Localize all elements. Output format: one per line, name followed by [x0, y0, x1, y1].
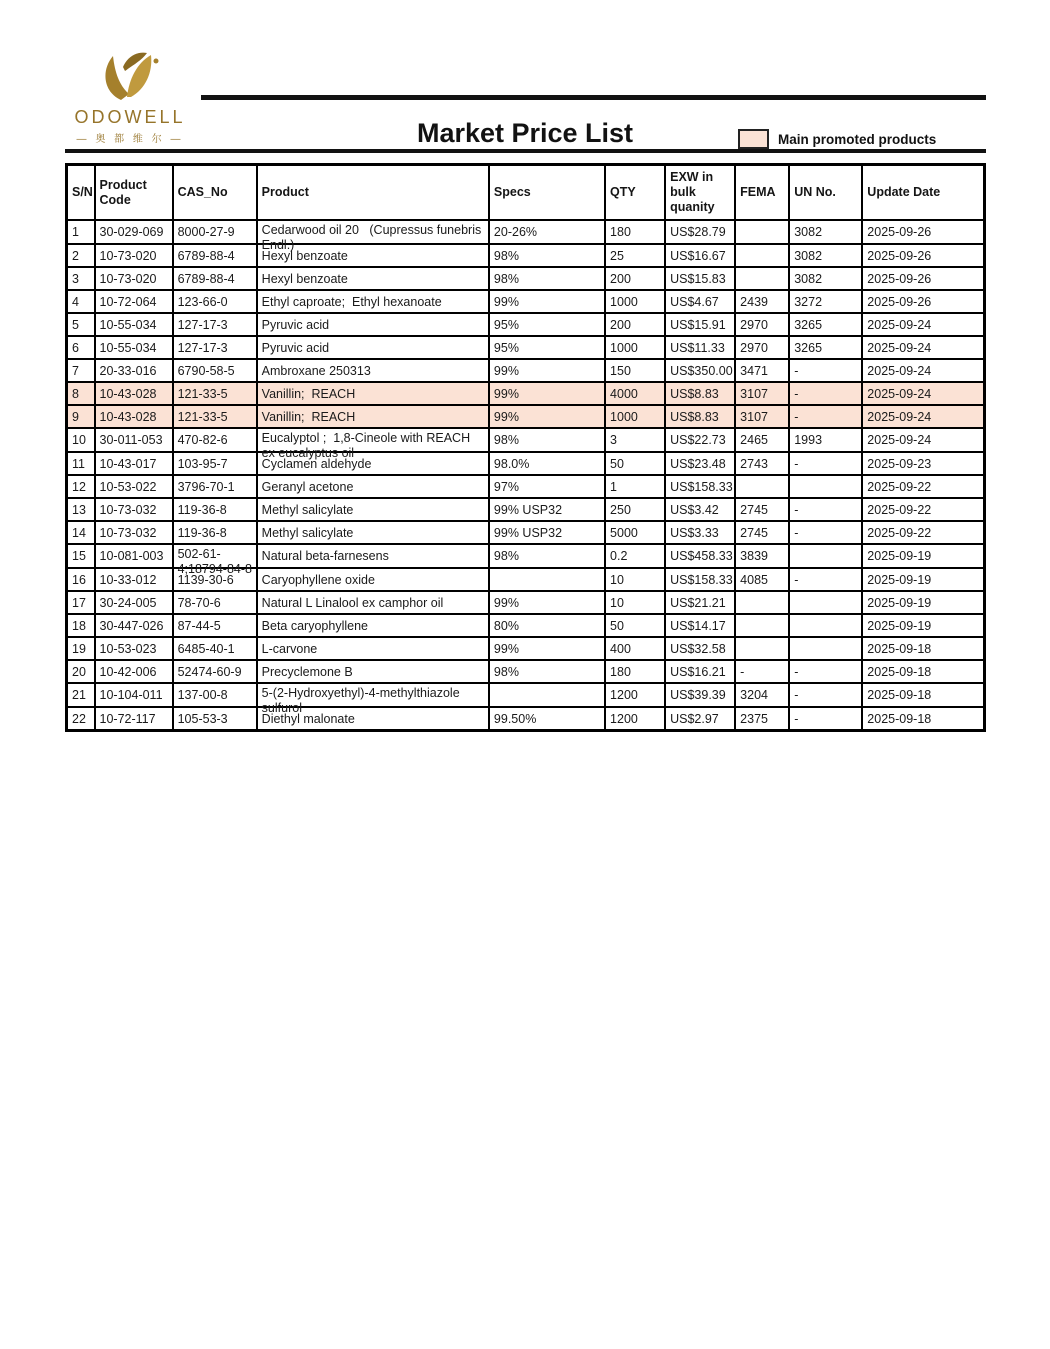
cell-cas-no: 137-00-8 [173, 683, 257, 707]
cell-un-no [789, 544, 862, 568]
price-table [65, 163, 986, 732]
col-product: Product [257, 165, 489, 221]
cell-cas-no: 502-61- 4;18794-84-8 [173, 544, 257, 568]
cell-sn: 19 [67, 637, 95, 660]
cell-cas-no: 3796-70-1 [173, 475, 257, 498]
cell-qty: 3 [605, 428, 665, 452]
cell-product-code: 10-72-117 [95, 707, 173, 731]
cell-qty: 50 [605, 452, 665, 475]
cell-update-date: 2025-09-26 [862, 220, 984, 244]
cell-fema [735, 614, 789, 637]
cell-product: Natural beta-farnesens [257, 544, 489, 568]
cell-product: Beta caryophyllene [257, 614, 489, 637]
cell-sn: 3 [67, 267, 95, 290]
cell-fema: 2439 [735, 290, 789, 313]
cell-fema [735, 220, 789, 244]
cell-un-no: - [789, 498, 862, 521]
cell-exw: US$21.21 [665, 591, 735, 614]
cell-product-code: 10-53-023 [95, 637, 173, 660]
cell-update-date: 2025-09-24 [862, 428, 984, 452]
cell-qty: 50 [605, 614, 665, 637]
table-row [67, 660, 985, 683]
cell-product: Diethyl malonate [257, 707, 489, 731]
cell-un-no: 3082 [789, 244, 862, 267]
cell-update-date: 2025-09-18 [862, 637, 984, 660]
table-row [67, 637, 985, 660]
cell-update-date: 2025-09-19 [862, 544, 984, 568]
cell-product: Pyruvic acid [257, 336, 489, 359]
table-row [67, 313, 985, 336]
cell-fema [735, 637, 789, 660]
cell-sn: 14 [67, 521, 95, 544]
cell-sn: 8 [67, 382, 95, 405]
cell-specs: 98.0% [489, 452, 605, 475]
cell-sn: 1 [67, 220, 95, 244]
cell-qty: 1200 [605, 683, 665, 707]
cell-exw: US$8.83 [665, 405, 735, 428]
cell-fema: - [735, 660, 789, 683]
flower-icon [93, 48, 167, 106]
cell-cas-no: 121-33-5 [173, 405, 257, 428]
cell-sn: 15 [67, 544, 95, 568]
cell-fema: 3839 [735, 544, 789, 568]
legend-label: Main promoted products [778, 131, 937, 147]
cell-qty: 1000 [605, 336, 665, 359]
cell-sn: 17 [67, 591, 95, 614]
cell-product: Hexyl benzoate [257, 244, 489, 267]
table-row [67, 544, 985, 568]
cell-cas-no: 127-17-3 [173, 336, 257, 359]
cell-fema [735, 475, 789, 498]
cell-cas-no: 52474-60-9 [173, 660, 257, 683]
cell-specs: 99% [489, 637, 605, 660]
cell-product: Methyl salicylate [257, 498, 489, 521]
cell-exw: US$2.97 [665, 707, 735, 731]
cell-qty: 150 [605, 359, 665, 382]
cell-product-code: 10-53-022 [95, 475, 173, 498]
cell-fema [735, 267, 789, 290]
col-specs: Specs [489, 165, 605, 221]
cell-exw: US$16.21 [665, 660, 735, 683]
table-row [67, 521, 985, 544]
cell-product-code: 30-447-026 [95, 614, 173, 637]
cell-update-date: 2025-09-18 [862, 683, 984, 707]
col-un-no: UN No. [789, 165, 862, 221]
cell-fema: 2970 [735, 336, 789, 359]
cell-product-code: 10-081-003 [95, 544, 173, 568]
table-row [67, 614, 985, 637]
cell-product: Methyl salicylate [257, 521, 489, 544]
cell-un-no: - [789, 660, 862, 683]
cell-specs: 98% [489, 544, 605, 568]
cell-update-date: 2025-09-18 [862, 660, 984, 683]
cell-qty: 400 [605, 637, 665, 660]
cell-qty: 250 [605, 498, 665, 521]
cell-sn: 9 [67, 405, 95, 428]
cell-un-no: - [789, 521, 862, 544]
cell-specs [489, 683, 605, 707]
cell-specs: 97% [489, 475, 605, 498]
table-row [67, 220, 985, 244]
cell-un-no: - [789, 683, 862, 707]
cell-update-date: 2025-09-23 [862, 452, 984, 475]
cell-qty: 180 [605, 660, 665, 683]
table-row [67, 475, 985, 498]
header-rule [201, 95, 986, 100]
cell-sn: 4 [67, 290, 95, 313]
cell-product: Caryophyllene oxide [257, 568, 489, 591]
cell-cas-no: 6789-88-4 [173, 267, 257, 290]
cell-product-code: 10-42-006 [95, 660, 173, 683]
cell-product-code: 10-73-032 [95, 521, 173, 544]
col-product-code: Product Code [95, 165, 173, 221]
legend [738, 129, 936, 149]
cell-product-code: 10-43-017 [95, 452, 173, 475]
logo-name: ODOWELL [74, 107, 186, 127]
col-qty: QTY [605, 165, 665, 221]
cell-qty: 1000 [605, 405, 665, 428]
cell-un-no [789, 591, 862, 614]
cell-specs: 98% [489, 267, 605, 290]
cell-qty: 1 [605, 475, 665, 498]
cell-sn: 11 [67, 452, 95, 475]
cell-product: Hexyl benzoate [257, 267, 489, 290]
cell-product: Cyclamen aldehyde [257, 452, 489, 475]
cell-update-date: 2025-09-19 [862, 591, 984, 614]
cell-product-code: 10-73-020 [95, 244, 173, 267]
cell-specs: 95% [489, 336, 605, 359]
cell-fema [735, 591, 789, 614]
cell-fema: 2375 [735, 707, 789, 731]
cell-product: Ambroxane 250313 [257, 359, 489, 382]
cell-update-date: 2025-09-22 [862, 498, 984, 521]
cell-specs: 99% [489, 382, 605, 405]
col-cas-no: CAS_No [173, 165, 257, 221]
table-row [67, 290, 985, 313]
cell-un-no: 1993 [789, 428, 862, 452]
logo-subtitle: — 奥 都 维 尔 — [76, 134, 184, 145]
cell-specs: 99% [489, 290, 605, 313]
cell-sn: 16 [67, 568, 95, 591]
table-row [67, 591, 985, 614]
cell-qty: 200 [605, 267, 665, 290]
cell-specs: 95% [489, 313, 605, 336]
cell-cas-no: 123-66-0 [173, 290, 257, 313]
cell-update-date: 2025-09-19 [862, 568, 984, 591]
cell-update-date: 2025-09-26 [862, 244, 984, 267]
cell-qty: 0.2 [605, 544, 665, 568]
cell-un-no: - [789, 359, 862, 382]
cell-cas-no: 8000-27-9 [173, 220, 257, 244]
cell-product-code: 30-029-069 [95, 220, 173, 244]
cell-update-date: 2025-09-22 [862, 521, 984, 544]
cell-sn: 18 [67, 614, 95, 637]
cell-update-date: 2025-09-24 [862, 336, 984, 359]
table-row [67, 568, 985, 591]
cell-product: L-carvone [257, 637, 489, 660]
cell-cas-no: 470-82-6 [173, 428, 257, 452]
cell-product-code: 10-43-028 [95, 405, 173, 428]
cell-product: Pyruvic acid [257, 313, 489, 336]
cell-cas-no: 6485-40-1 [173, 637, 257, 660]
cell-sn: 5 [67, 313, 95, 336]
cell-exw: US$16.67 [665, 244, 735, 267]
cell-qty: 4000 [605, 382, 665, 405]
cell-un-no: 3265 [789, 313, 862, 336]
table-row [67, 683, 985, 707]
cell-un-no: 3082 [789, 267, 862, 290]
cell-exw: US$158.33 [665, 475, 735, 498]
cell-exw: US$15.83 [665, 267, 735, 290]
cell-cas-no: 6790-58-5 [173, 359, 257, 382]
cell-product: Vanillin; REACH [257, 405, 489, 428]
cell-qty: 25 [605, 244, 665, 267]
cell-un-no [789, 637, 862, 660]
cell-update-date: 2025-09-26 [862, 267, 984, 290]
table-header-row [67, 165, 985, 221]
cell-cas-no: 78-70-6 [173, 591, 257, 614]
table-row [67, 267, 985, 290]
cell-product: Natural L Linalool ex camphor oil [257, 591, 489, 614]
cell-exw: US$3.33 [665, 521, 735, 544]
cell-exw: US$32.58 [665, 637, 735, 660]
cell-product: 5-(2-Hydroxyethyl)-4-methylthiazole sulfurol [257, 683, 489, 707]
cell-fema: 3204 [735, 683, 789, 707]
table-row [67, 405, 985, 428]
cell-update-date: 2025-09-19 [862, 614, 984, 637]
cell-update-date: 2025-09-24 [862, 313, 984, 336]
cell-exw: US$22.73 [665, 428, 735, 452]
cell-specs: 99% USP32 [489, 521, 605, 544]
page-title: Market Price List [416, 118, 634, 148]
cell-un-no: - [789, 382, 862, 405]
cell-un-no: - [789, 568, 862, 591]
legend-swatch [738, 129, 769, 149]
title-rule [65, 149, 986, 153]
cell-specs: 99% USP32 [489, 498, 605, 521]
table-row [67, 382, 985, 405]
cell-product: Geranyl acetone [257, 475, 489, 498]
cell-fema [735, 244, 789, 267]
cell-product-code: 10-33-012 [95, 568, 173, 591]
table-row [67, 452, 985, 475]
cell-specs: 98% [489, 244, 605, 267]
cell-qty: 200 [605, 313, 665, 336]
cell-fema: 2970 [735, 313, 789, 336]
cell-specs: 80% [489, 614, 605, 637]
cell-qty: 1000 [605, 290, 665, 313]
cell-cas-no: 127-17-3 [173, 313, 257, 336]
cell-product-code: 30-011-053 [95, 428, 173, 452]
cell-update-date: 2025-09-22 [862, 475, 984, 498]
cell-exw: US$11.33 [665, 336, 735, 359]
cell-product: Precyclemone B [257, 660, 489, 683]
cell-exw: US$4.67 [665, 290, 735, 313]
cell-product: Ethyl caproate; Ethyl hexanoate [257, 290, 489, 313]
cell-exw: US$14.17 [665, 614, 735, 637]
cell-exw: US$39.39 [665, 683, 735, 707]
cell-fema: 3107 [735, 405, 789, 428]
cell-update-date: 2025-09-24 [862, 382, 984, 405]
cell-cas-no: 103-95-7 [173, 452, 257, 475]
cell-cas-no: 121-33-5 [173, 382, 257, 405]
cell-update-date: 2025-09-24 [862, 359, 984, 382]
table-row [67, 336, 985, 359]
cell-update-date: 2025-09-26 [862, 290, 984, 313]
col-fema: FEMA [735, 165, 789, 221]
cell-product: Vanillin; REACH [257, 382, 489, 405]
cell-specs: 98% [489, 660, 605, 683]
cell-fema: 3107 [735, 382, 789, 405]
table-row [67, 244, 985, 267]
cell-un-no [789, 475, 862, 498]
cell-sn: 6 [67, 336, 95, 359]
cell-qty: 1200 [605, 707, 665, 731]
cell-sn: 13 [67, 498, 95, 521]
table-body [67, 220, 985, 731]
cell-sn: 2 [67, 244, 95, 267]
col-update-date: Update Date [862, 165, 984, 221]
cell-product-code: 10-55-034 [95, 336, 173, 359]
cell-product-code: 10-73-032 [95, 498, 173, 521]
cell-product: Cedarwood oil 20 (Cupressus funebris Endl.) [257, 220, 489, 244]
cell-product-code: 10-55-034 [95, 313, 173, 336]
cell-qty: 180 [605, 220, 665, 244]
cell-sn: 22 [67, 707, 95, 731]
cell-specs [489, 568, 605, 591]
cell-product-code: 10-104-011 [95, 683, 173, 707]
cell-sn: 20 [67, 660, 95, 683]
cell-un-no: - [789, 405, 862, 428]
cell-specs: 99% [489, 359, 605, 382]
cell-fema: 2465 [735, 428, 789, 452]
cell-specs: 99% [489, 405, 605, 428]
cell-un-no: - [789, 452, 862, 475]
cell-cas-no: 1139-30-6 [173, 568, 257, 591]
col-exw: EXW in bulk quanity [665, 165, 735, 221]
cell-product-code: 10-72-064 [95, 290, 173, 313]
cell-exw: US$350.00 [665, 359, 735, 382]
cell-specs: 98% [489, 428, 605, 452]
cell-sn: 12 [67, 475, 95, 498]
cell-fema: 2743 [735, 452, 789, 475]
cell-specs: 20-26% [489, 220, 605, 244]
cell-un-no: 3082 [789, 220, 862, 244]
cell-un-no: - [789, 707, 862, 731]
cell-update-date: 2025-09-24 [862, 405, 984, 428]
cell-sn: 10 [67, 428, 95, 452]
col-sn: S/N [67, 165, 95, 221]
cell-product-code: 20-33-016 [95, 359, 173, 382]
cell-fema: 3471 [735, 359, 789, 382]
cell-un-no: 3265 [789, 336, 862, 359]
cell-qty: 10 [605, 568, 665, 591]
cell-product-code: 10-73-020 [95, 267, 173, 290]
cell-cas-no: 119-36-8 [173, 498, 257, 521]
cell-product: Eucalyptol ; 1,8-Cineole with REACH ex eucalyptus oil [257, 428, 489, 452]
cell-exw: US$15.91 [665, 313, 735, 336]
cell-un-no: 3272 [789, 290, 862, 313]
cell-fema: 2745 [735, 498, 789, 521]
cell-un-no [789, 614, 862, 637]
cell-product-code: 30-24-005 [95, 591, 173, 614]
table-row [67, 707, 985, 731]
cell-fema: 2745 [735, 521, 789, 544]
cell-cas-no: 6789-88-4 [173, 244, 257, 267]
cell-exw: US$28.79 [665, 220, 735, 244]
cell-cas-no: 119-36-8 [173, 521, 257, 544]
cell-sn: 21 [67, 683, 95, 707]
cell-exw: US$8.83 [665, 382, 735, 405]
cell-exw: US$158.33 [665, 568, 735, 591]
table-row [67, 359, 985, 382]
cell-product-code: 10-43-028 [95, 382, 173, 405]
cell-cas-no: 87-44-5 [173, 614, 257, 637]
cell-sn: 7 [67, 359, 95, 382]
cell-specs: 99.50% [489, 707, 605, 731]
cell-update-date: 2025-09-18 [862, 707, 984, 731]
cell-qty: 5000 [605, 521, 665, 544]
cell-exw: US$23.48 [665, 452, 735, 475]
table-row [67, 428, 985, 452]
cell-qty: 10 [605, 591, 665, 614]
cell-cas-no: 105-53-3 [173, 707, 257, 731]
cell-exw: US$3.42 [665, 498, 735, 521]
cell-exw: US$458.33 [665, 544, 735, 568]
cell-specs: 99% [489, 591, 605, 614]
cell-fema: 4085 [735, 568, 789, 591]
table-row [67, 498, 985, 521]
